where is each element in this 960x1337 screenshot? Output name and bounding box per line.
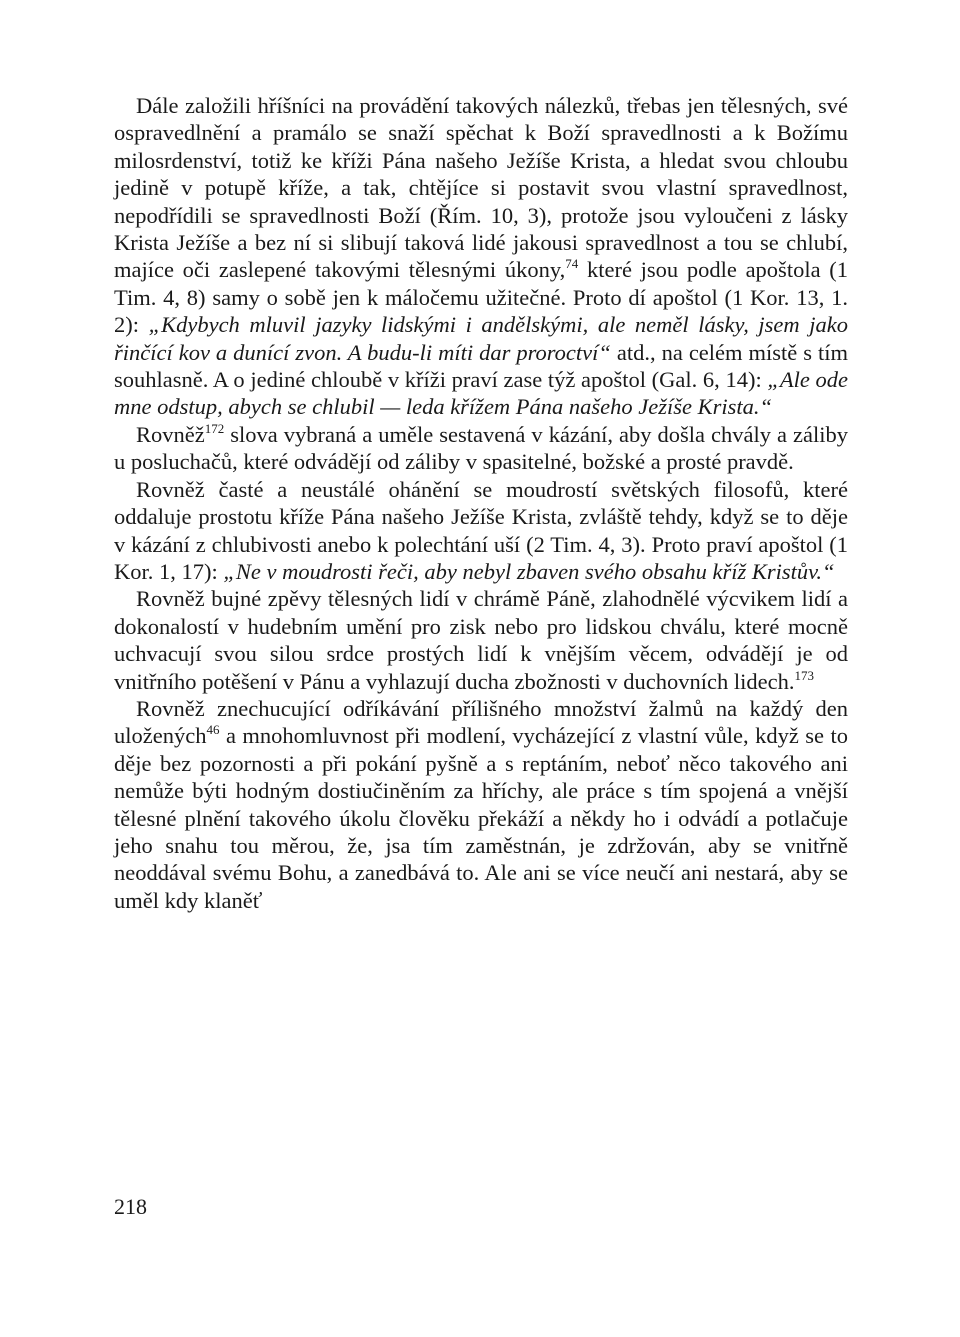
text-run: které jsou podle apoštola (1 Tim. 4, 8) samy o sobě jen k máločemu užitečné. Proto dí apoštol (1 Kor. 13, 1. 2): — [114, 257, 848, 338]
text-run: Rovněž znechucující odříkávání přílišného množství žalmů na každý den uložených — [114, 695, 848, 749]
footnote-ref: 172 — [204, 420, 225, 436]
footnote-ref: 173 — [794, 667, 814, 683]
text-run: Rovněž časté a neustálé ohánění se moudrostí světských filosofů, které oddaluje prostotu kříže Pána našeho Ježíše Krista, zvláště tehdy, když se to děje v kázání z chlubivosti anebo k polechtání uší (2 Tim. 4, 3). Proto praví apoštol (1 Kor. 1, 17): — [114, 476, 848, 584]
page-number: 218 — [114, 1194, 147, 1219]
footnote-ref: 46 — [206, 722, 220, 738]
quotation: „Ale ode mne odstup, abych se chlubil — leda křížem Pána našeho Ježíše Krista.“ — [114, 367, 848, 420]
paragraph — [114, 476, 848, 586]
text-run: Dále založili hříšníci na provádění takových nálezků, třebas jen tělesných, své ospravedlnění a pramálo se snaží spěchat k Boží spravedlnosti a k Božímu milosrdenství, totiž ke kříži Pána našeho Ježíše Krista, a hledat svou chloubu jedině v potupě kříže, a tak, chtějíce si postavit svou vlastní spravedlnost, nepodřídili se spravedlnosti Boží (Řím. 10, 3), protože jsou vyloučeni z lásky Krista Ježíše a bez ní si slibují taková lidé jakousi spravedlnost a tou se chlubí, majíce oči zaslepené takovými tělesnými úkony, — [114, 93, 848, 283]
footnote-ref: 74 — [565, 256, 579, 272]
text-run: atd., na celém místě s tím souhlasně. A o jediné chloubě v kříži praví zase týž apoštol (Gal. 6, 14): — [114, 339, 848, 393]
paragraph — [114, 585, 848, 695]
paragraph — [114, 695, 848, 914]
text-run: slova vybraná a uměle sestavená v kázání, aby došla chvály a záliby u posluchačů, které odvádějí od záliby v spasitelné, božské a prosté pravdě. — [114, 421, 848, 475]
paragraph — [114, 421, 848, 476]
text-run: Rovněž — [136, 421, 205, 447]
text-run: a mnohomluvnost při modlení, vycházející z vlastní vůle, když se to děje bez pozornosti a při pokání pyšně a s reptáním, neboť něco takového ani nemůže býti hodným dostiučiněním za hříchy, ale práce s tím spojená a vnější tělesné plnění takového úkolu člověku překáží a někdy ho i odvádí a potlačuje jeho snahu tou měrou, že, jsa tím zaměstnán, je zdržován, aby se vnitřně neoddával svému Bohu, a zanedbává to. Ale ani se více neučí ani nestará, aby se uměl kdy klaněť — [114, 723, 848, 913]
quotation: „Ne v moudrosti řeči, aby nebyl zbaven svého obsahu kříž Kristův.“ — [223, 558, 835, 584]
text-run: Rovněž bujné zpěvy tělesných lidí v chrámě Páně, zlahodnělé výcvikem lidí a dokonalostí v hudebním umění pro zisk nebo pro lidskou chválu, které mocně uchvacují svou silou srdce prostých lidí k vnějším věcem, odvádějí je od vnitřního potěšení v Pánu a vyhlazují ducha zbožnosti v duchovních lidech. — [114, 586, 848, 694]
quotation: „Kdybych mluvil jazyky lidskými i andělskými, ale neměl lásky, jsem jako řinčící kov a dunící zvon. A budu-li míti dar proroctví“ — [114, 312, 848, 365]
body-text — [114, 92, 848, 914]
paragraph — [114, 92, 848, 421]
